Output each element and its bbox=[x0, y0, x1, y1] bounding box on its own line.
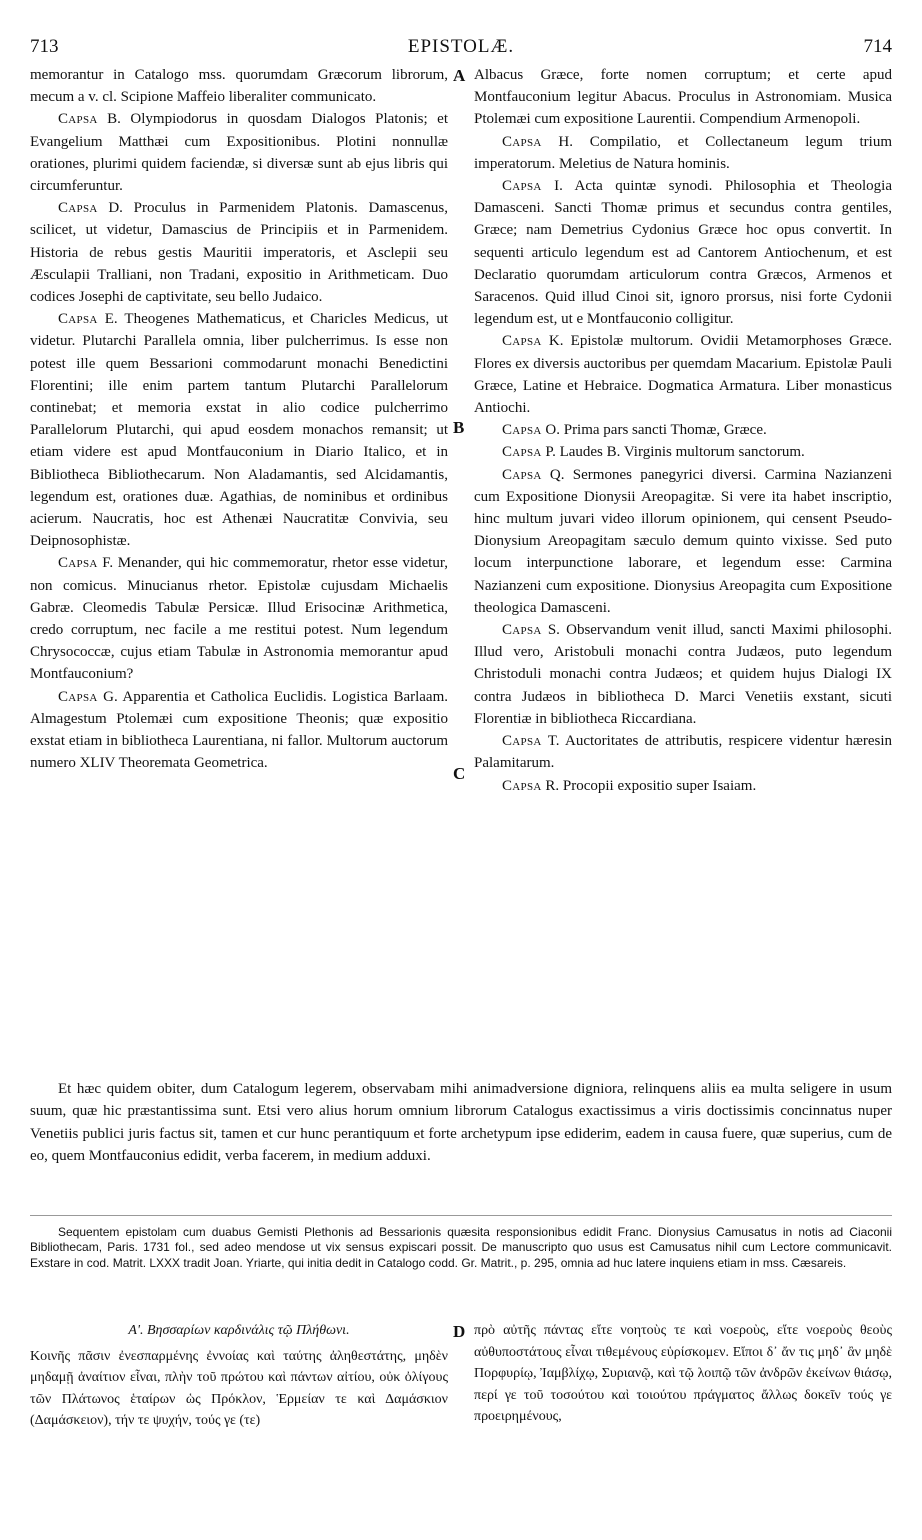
right-paragraph-9 bbox=[474, 730, 892, 774]
capsa-label: Capsa bbox=[58, 311, 98, 328]
right-paragraph-10 bbox=[474, 775, 892, 797]
capsa-text: S. Observandum venit illud, sancti Maximi philosophi. Illud vero, Aristobuli monachi contra Judæos, puto legendum Christoduli monachi contra Judæos; et quidem hujus Dialogi IX contra Judæos in bibliotheca D. Marci Venetiis exstant, sicuti Florentiæ in bibliotheca Riccardiana. bbox=[474, 622, 893, 727]
section-divider bbox=[30, 1215, 892, 1216]
capsa-text: O. Prima pars sancti Thomæ, Græce. bbox=[545, 422, 767, 439]
capsa-label: Capsa bbox=[58, 555, 98, 572]
capsa-text: K. Epistolæ multorum. Ovidii Metamorphoses Græce. Flores ex diversis auctoribus per quemdam Macarium. Epistolæ Pauli Græce, Latine et Hebraice. Dogmatica Armatura. Liber monasticus Antiochi. bbox=[474, 333, 892, 417]
right-paragraph-1: Albacus Græce, forte nomen corruptum; et certe apud Montfauconium legitur Abacus. Proculus in Astronomiam. Musica Ptolemæi cum expositione Laurentii. Compendium Armenopoli. bbox=[474, 67, 892, 128]
right-paragraph-8 bbox=[474, 619, 892, 730]
capsa-text: E. Theogenes Mathematicus, et Charicles Medicus, ut videtur. Plutarchi Parallela omnia, liber pulcherrimus. Is esse non potest ille quem Bessarioni commodarunt monachi Benedictini Florentini; ille enim partem tantum Plutarchi Parallelorum continebat; et memoria exstat in alio codice pulcherrimo Parallelorum Plutarchi, qui apud eosdem monachos remansit; ut etiam videre est apud Montfauconium in Diario Italico, et in Bibliotheca Bibliothecarum. Non Aladamantis, sed Alcidamantis, legendum est, orationes duæ. Agathias, de nominibus et ordinibus acierum. Naucratis, hoc est Athenæi Naucratitæ Convivia, seu Deipnosophistæ. bbox=[30, 311, 449, 550]
capsa-label: Capsa bbox=[502, 133, 542, 150]
right-paragraph-6 bbox=[474, 441, 892, 463]
capsa-label: Capsa bbox=[502, 444, 542, 461]
right-column bbox=[474, 64, 892, 797]
margin-marker-a: A bbox=[453, 66, 466, 85]
capsa-label: Capsa bbox=[502, 733, 542, 750]
capsa-label: Capsa bbox=[502, 777, 542, 794]
margin-marker-b: B bbox=[453, 418, 465, 437]
capsa-text: Q. Sermones panegyrici diversi. Carmina Nazianzeni cum Expositione Dionysii Areopagitæ. Si vere ita habet inscriptio, hinc multum juvari video illorum opinionem, qui censent Pseudo-Dionysium Areopagitam sæculo demum quinto vixisse. Sed puto locum interpunctione laborare, et legendum esse: Carmina Nazianzeni cum expositione. Dionysius Areopagita cum Expositione theologica Damasceni. bbox=[474, 466, 893, 616]
right-paragraph-7 bbox=[474, 464, 892, 619]
capsa-label: Capsa bbox=[502, 333, 542, 350]
right-paragraph-5 bbox=[474, 419, 892, 441]
left-paragraph-2 bbox=[30, 108, 448, 197]
page-number-left: 713 bbox=[30, 36, 59, 57]
margin-marker-c: C bbox=[453, 764, 466, 783]
capsa-label: Capsa bbox=[58, 688, 98, 705]
right-paragraph-2 bbox=[474, 131, 892, 175]
capsa-text: F. Menander, qui hic commemoratur, rhetor esse videtur, non comicus. Minucianus rhetor. Epistolæ cujusdam Michaelis Gabræ. Cleomedis Tabulæ Persicæ. Illud Erisocinæ Arithmetica, credo corruptum, nec facile a me restitui potest. Num legendum Chrysococcæ, cujus etiam Tabulæ in Astronomia memorantur apud Montfauconium? bbox=[30, 555, 448, 683]
capsa-text: P. Laudes B. Virginis multorum sanctorum. bbox=[545, 444, 805, 461]
left-paragraph-4 bbox=[30, 308, 448, 552]
capsa-text: D. Proculus in Parmenidem Platonis. Damascenus, scilicet, ut videtur, Damascius de Principiis et in Parmenidem. Historia de rebus gestis Mauritii imperatoris, et Asclepii seu Æsculapii Tralliani, non Tradani, expositio in Arithmeticam. Duo codices Josephi de captivitate, seu bello Judaico. bbox=[30, 200, 449, 306]
capsa-label: Capsa bbox=[502, 422, 542, 439]
page-header bbox=[30, 36, 892, 62]
note-text: Sequentem epistolam cum duabus Gemisti Plethonis ad Bessarionis quæsita responsionibus edidit Franc. Dionysius Camusatus in notis ad Ciaconii Bibliothecam, Paris. 1731 fol., sed adeo mendose ut vix sensus expiscari possit. De manuscripto quo usus est Camusatus nihil cum Lectore communicavit. Exstare in cod. Matrit. LXXX tradit Joan. Yriarte, qui initia dedit in Catalogo codd. Gr. Matrit., p. 295, omnia ad huc latere inquiens etiam in mss. Cæsareis. bbox=[30, 1225, 892, 1270]
capsa-text: H. Compilatio, et Collectaneum legum trium imperatorum. Meletius de Natura hominis. bbox=[474, 133, 892, 172]
left-column bbox=[30, 64, 448, 775]
closing-paragraph: Et hæc quidem obiter, dum Catalogum legerem, observabam mihi animadversione digniora, relinquens aliis ea multa seligere in usum suum, quæ hic præstantissima sunt. Etsi vero alius horum omnium librorum Catalogus exactissimus a viris doctissimis concinnatus nuper Venetiis publici juris factus sit, tamen et cur hunc perantiquum et forte archetypum ipse ediderim, eadem in causa fuere, quæ superius, cum de eo, quem Montfauconius edidit, verba facerem, in medium adduxi. bbox=[30, 1081, 892, 1165]
capsa-label: Capsa bbox=[58, 111, 98, 128]
capsa-label: Capsa bbox=[502, 466, 542, 483]
full-width-paragraph bbox=[30, 1078, 892, 1168]
capsa-text: B. Olympiodorus in quosdam Dialogos Platonis; et Evangelium Matthæi cum Expositionibus. Plotini nonnullæ orationes, plurimi quidem faciendæ, si diversæ sunt ab ejus libris qui circumferuntur. bbox=[30, 111, 448, 195]
running-title: EPISTOLÆ. bbox=[407, 36, 515, 57]
greek-right-text: πρὸ αὐτῆς πάντας εἴτε νοητοὺς τε καὶ νοεροὺς, εἴτε νοεροὺς θεοὺς αὐθυποστάτους εἶναι τιθεμένους εὑρίσκομεν. Εἴποι δ᾽ ἄν τις μηδ᾽ ἂν μηδὲ Πορφυρίῳ, Ἰαμβλίχῳ, Συριανῷ, καὶ τῷ λοιπῷ τῶν ἀνδρῶν ἐκείνων θιάσῳ, περί γε τοῦ τοσούτου καὶ τοιούτου πράγματος ἄλλως δοκεῖν τούς γε προειρημένους, bbox=[474, 1323, 892, 1424]
capsa-label: Capsa bbox=[502, 622, 542, 639]
capsa-label: Capsa bbox=[58, 200, 98, 217]
editorial-note bbox=[30, 1225, 892, 1271]
left-paragraph-3 bbox=[30, 197, 448, 308]
page-number-right: 714 bbox=[863, 36, 892, 57]
capsa-text: G. Apparentia et Catholica Euclidis. Logistica Barlaam. Almagestum Ptolemæi cum expositione Theonis; quæ expositio exstat etiam in bibliotheca Laurentiana, ni fallor. Multorum auctorum numero XLIV Theoremata Geometrica. bbox=[30, 688, 449, 772]
capsa-label: Capsa bbox=[502, 178, 542, 195]
greek-right-column bbox=[474, 1320, 892, 1428]
capsa-text: I. Acta quintæ synodi. Philosophia et Theologia Damasceni. Sancti Thomæ primus et secundus contra gentiles, Græce; nam Demetrius Cydonius Græce hoc opus convertit. In sequenti articulo legendum est ad Cantorem Antiochenum, et est Declaratio quorumdam articulorum contra Græcos, Armenos et Saracenos. Quid illud Cinoi sit, ignoro prorsus, nisi forte Cydonii legendum est, ut e Montfauconio colligitur. bbox=[474, 178, 892, 328]
right-paragraph-3 bbox=[474, 175, 892, 330]
letter-heading: Α'. Βησσαρίων καρδινάλις τῷ Πλήθωνι. bbox=[128, 1323, 350, 1338]
greek-left-text: Κοινῆς πᾶσιν ἐνεσπαρμένης ἐννοίας καὶ ταύτης ἀληθεστάτης, μηδὲν μηδαμῇ ἀναίτιον εἶναι, πλὴν τοῦ πρώτου καὶ πάντων αἰτίου, οὐκ ὀλίγους τῶν Πλάτωνος ἑταίρων ὡς Πρόκλον, Ἑρμείαν τε καὶ Δαμάσκιον (Δαμάσκειον), τήν τε ψυχήν, τούς γε (τε) bbox=[30, 1348, 448, 1428]
greek-left-column bbox=[30, 1320, 448, 1432]
margin-marker-d: D bbox=[453, 1322, 466, 1341]
capsa-text: T. Auctoritates de attributis, respicere videntur hæresin Palamitarum. bbox=[474, 733, 892, 772]
right-paragraph-4 bbox=[474, 330, 892, 419]
left-paragraph-1: memorantur in Catalogo mss. quorumdam Græcorum librorum, mecum a v. cl. Scipione Maffeio liberaliter communicato. bbox=[30, 67, 448, 106]
left-paragraph-5 bbox=[30, 552, 448, 685]
capsa-text: R. Procopii expositio super Isaiam. bbox=[545, 777, 757, 794]
left-paragraph-6 bbox=[30, 686, 448, 775]
